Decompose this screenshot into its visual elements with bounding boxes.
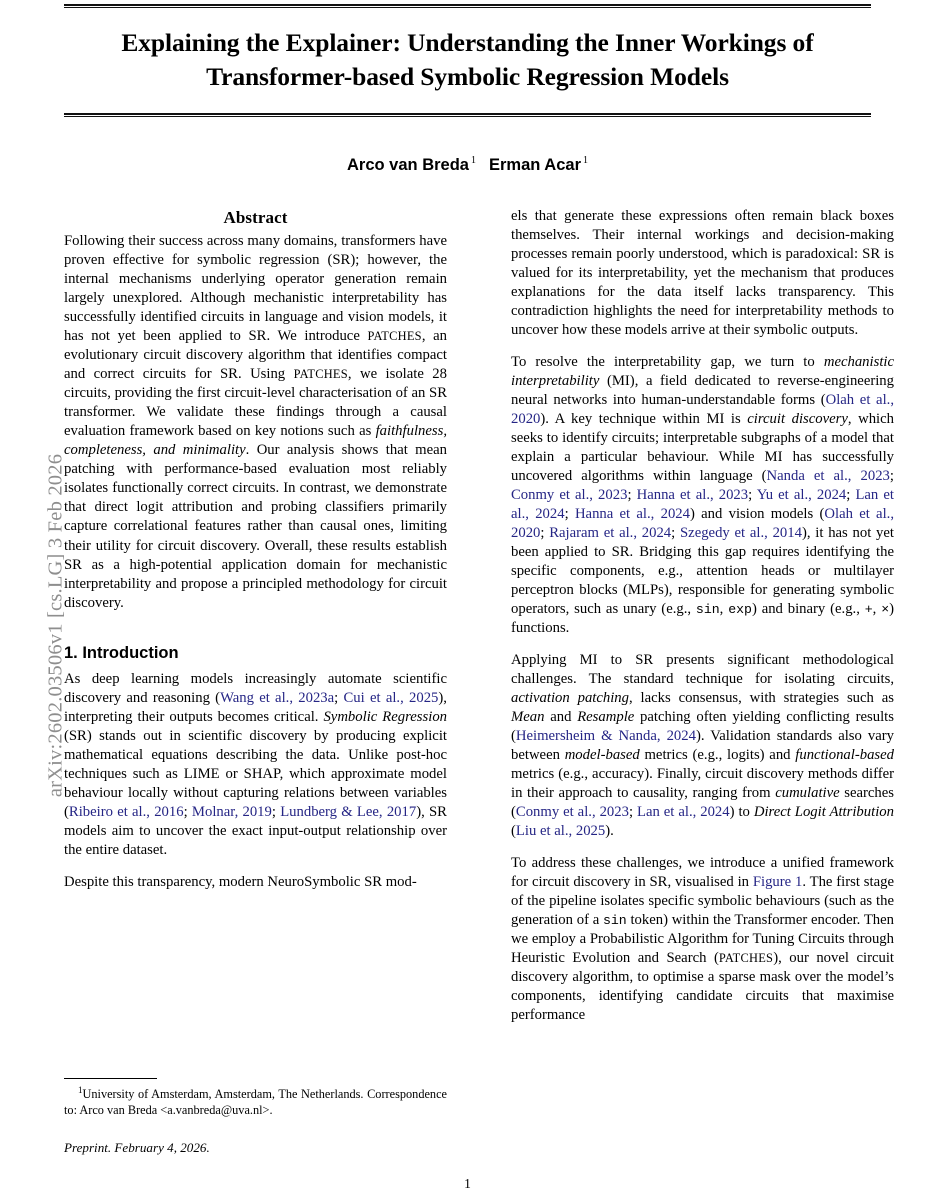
author-1-name: Arco van Breda bbox=[347, 155, 469, 174]
arxiv-identifier-stamp: arXiv:2602.03506v1 [cs.LG] 3 Feb 2026 bbox=[44, 453, 67, 798]
right-column bbox=[511, 207, 894, 1025]
left-column bbox=[64, 207, 447, 892]
author-2 bbox=[489, 156, 588, 174]
header-rule-top bbox=[64, 4, 871, 8]
intro-paragraph-2-start: Despite this transparency, modern NeuroSymbolic SR mod- bbox=[64, 873, 417, 890]
footnote-area bbox=[64, 1078, 447, 1156]
author-1 bbox=[347, 156, 476, 174]
footnote-text bbox=[64, 1085, 447, 1119]
intro-paragraph-5: To address these challenges, we introduce a unified framework for circuit discovery in SR, visualised in Figure 1. The first stage of the pipeline isolates specific symbolic behaviours (such as the generation of a sin token) within the Transformer encoder. Then we employ a Probabilistic Algorithm for Tuning Circuits through Heuristic Evolution and Search (PATCHES), our novel circuit discovery algorithm, to optimise a sparse mask over the model’s components, identifying candidate circuits that maximise performance bbox=[511, 854, 894, 1023]
intro-paragraph-3: To resolve the interpretability gap, we turn to mechanistic interpretability (MI), a field dedicated to reverse-engineering neural networks into human-understandable forms (Olah et al., 2020). A key technique within MI is circuit discovery, which seeks to identify circuits; interpretable subgraphs of a model that explain a particular behaviour. While MI has successfully uncovered algorithms within language (Nanda et al., 2023; Conmy et al., 2023; Hanna et al., 2023; Yu et al., 2024; Lan et al., 2024; Hanna et al., 2024) and vision models (Olah et al., 2020; Rajaram et al., 2024; Szegedy et al., 2014), it has not yet been applied to SR. Bridging this gap requires identifying the specific components, e.g., attention heads or multilayer perceptron blocks (MLPs), responsible for generating symbolic operators, such as unary (e.g., sin, exp) and binary (e.g., +, ×) functions. bbox=[511, 353, 895, 637]
intro-paragraph-1: As deep learning models increasingly automate scientific discovery and reasoning (Wang et al., 2023a; Cui et al., 2025), interpreting their outputs becomes critical. Symbolic Regression (SR) stands out in scientific discovery by producing explicit mathematical equations describing the data. Unlike post-hoc techniques such as LIME or SHAP, which approximate model behaviour locally without capturing relations between variables (Ribeiro et al., 2016; Molnar, 2019; Lundberg & Lee, 2017), SR models aim to uncover the exact input-output relationship over the entire dataset. bbox=[64, 670, 448, 859]
section-spacer bbox=[64, 613, 447, 643]
author-1-affiliation-mark: 1 bbox=[470, 155, 476, 166]
footnote-body: University of Amsterdam, Amsterdam, The Netherlands. Correspondence to: Arco van Breda <a.vanbreda@uva.nl>. bbox=[64, 1087, 447, 1118]
page-number: 1 bbox=[464, 1176, 471, 1191]
intro-paragraph-2-continued: els that generate these expressions often remain black boxes themselves. Their internal workings and decision-making processes remain poorly understood, which is paradoxical: SR is valued for its interpretability, yet the mechanism that produces explanations for the data itself lacks transparency. This contradiction highlights the need for interpretability methods to uncover how these models arrive at their symbolic outputs. bbox=[511, 208, 894, 339]
page-title: Explaining the Explainer: Understanding the Inner Workings of Transformer-based Symbolic Regression Models bbox=[121, 28, 814, 91]
preprint-line: Preprint. February 4, 2026. bbox=[64, 1140, 210, 1156]
author-2-affiliation-mark: 1 bbox=[582, 155, 588, 166]
abstract-heading: Abstract bbox=[223, 208, 288, 227]
footnote-mark: 1 bbox=[78, 1085, 83, 1095]
author-list bbox=[64, 155, 871, 175]
introduction-heading: 1. Introduction bbox=[64, 643, 179, 662]
title-rule-bottom bbox=[64, 113, 871, 117]
intro-paragraph-4: Applying MI to SR presents significant methodological challenges. The standard technique for isolating circuits, activation patching, lacks consensus, with strategies such as Mean and Resample patching often yielding conflicting results (Heimersheim & Nanda, 2024). Validation standards also vary between model-based metrics (e.g., logits) and functional-based metrics (e.g., accuracy). Finally, circuit discovery methods differ in their approach to causality, ranging from cumulative searches (Conmy et al., 2023; Lan et al., 2024) to Direct Logit Attribution (Liu et al., 2025). bbox=[511, 651, 894, 839]
abstract-body: Following their success across many domains, transformers have proven effective for symbolic regression (SR); however, the internal mechanisms underlying operator generation remain largely unexplored. Although mechanistic interpretability has successfully identified circuits in language and vision models, it has not yet been applied to SR. We introduce PATCHES, an evolutionary circuit discovery algorithm that identifies compact and correct circuits for SR. Using PATCHES, we isolate 28 circuits, providing the first circuit-level characterisation of an SR transformer. We validate these findings through a causal evaluation framework based on key notions such as faithfulness, completeness, and minimality. Our analysis shows that mean patching with performance-based evaluation most reliably isolates functionally correct circuits. In contrast, we demonstrate that direct logit attribution and probing classifiers primarily capture correlational features rather than causal ones, limiting their utility for circuit discovery. Overall, these results establish SR as a high-potential application domain for mechanistic interpretability and propose a principled methodology for circuit discovery. bbox=[64, 233, 447, 611]
footnote-rule bbox=[64, 1078, 157, 1079]
author-2-name: Erman Acar bbox=[488, 155, 581, 174]
